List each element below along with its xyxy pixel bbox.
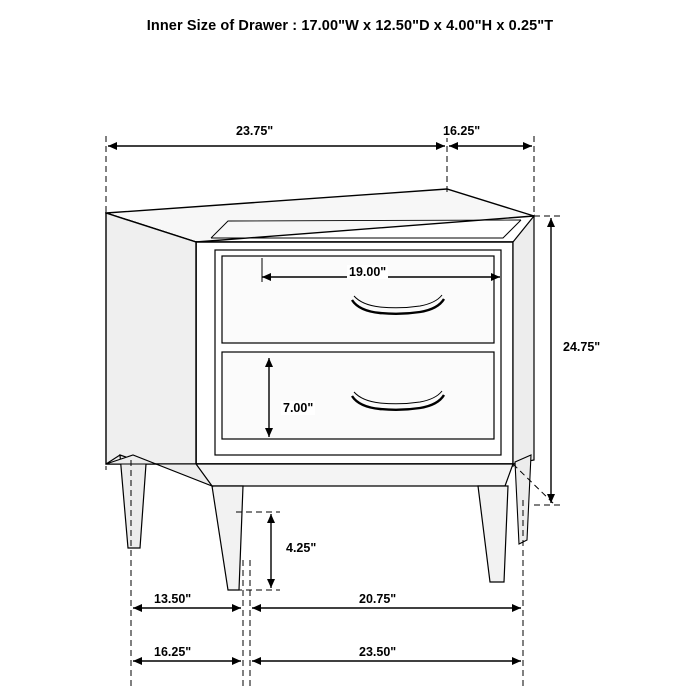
dim-label-bottom-front: 23.50" [359, 645, 397, 659]
dim-label-bottom-left: 16.25" [154, 645, 192, 659]
dim-label-base-left: 13.50" [154, 592, 192, 606]
dim-label-top-depth: 16.25" [443, 124, 481, 138]
cabinet-right-edge [513, 216, 534, 464]
dim-label-base-front: 20.75" [359, 592, 397, 606]
leg-back-left [120, 455, 146, 548]
leg-front-left [212, 486, 243, 590]
page-title: Inner Size of Drawer : 17.00"W x 12.50"D x 4.00"H x 0.25"T [146, 18, 554, 34]
cabinet-side-panel [106, 213, 196, 464]
dim-label-top-width: 23.75" [236, 124, 274, 138]
dim-label-drawer-height: 7.00" [283, 401, 314, 415]
dim-label-drawer-width: 19.00" [349, 265, 387, 279]
leg-front-right [478, 486, 508, 582]
apron [196, 464, 513, 486]
dim-label-height: 24.75" [563, 340, 601, 354]
dim-label-leg-height: 4.25" [286, 541, 317, 555]
nightstand-body [106, 189, 534, 590]
